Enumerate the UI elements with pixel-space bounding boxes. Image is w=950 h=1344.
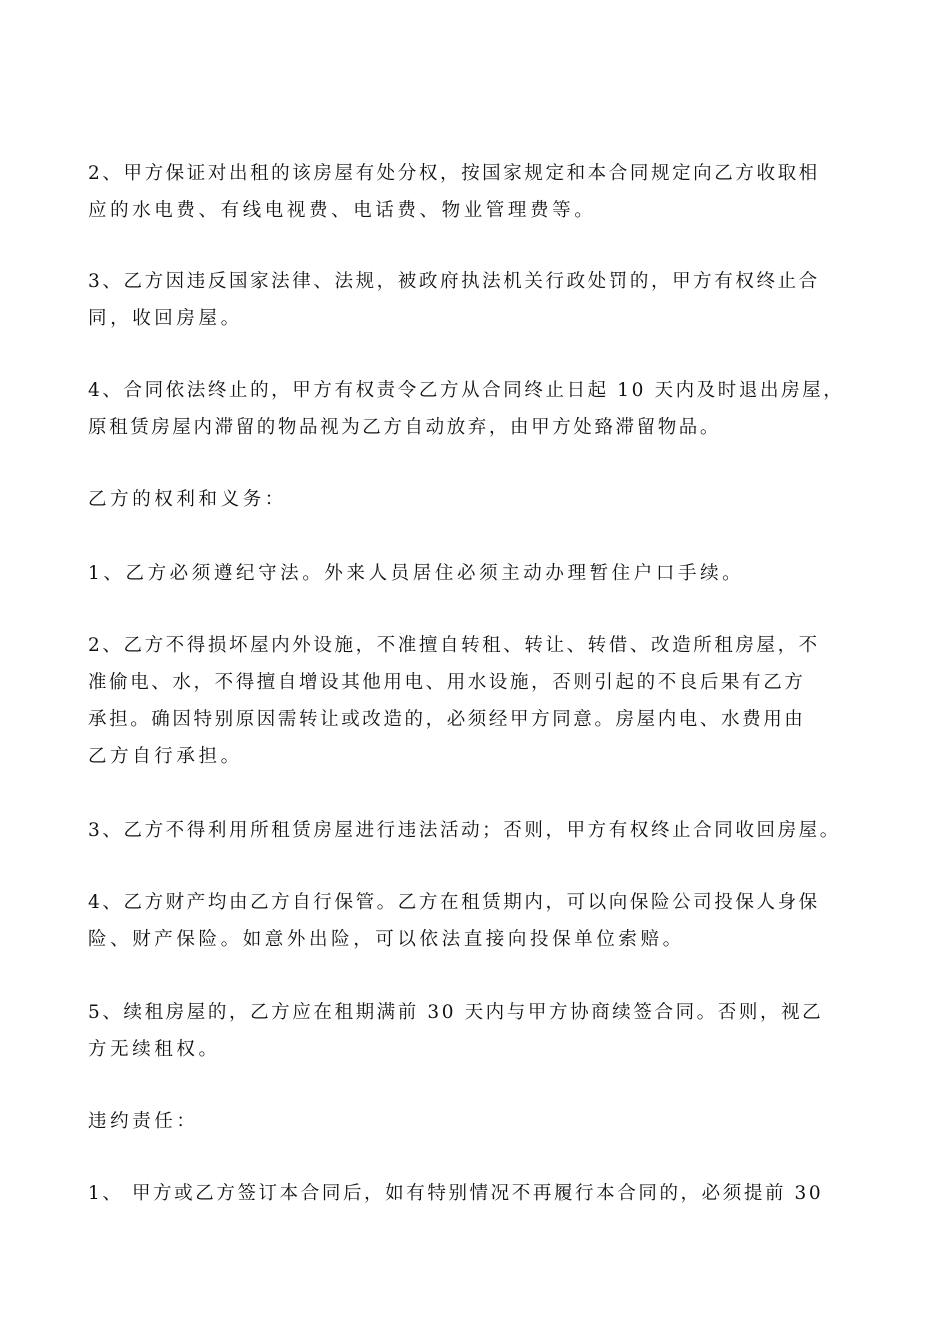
text-line: 2、甲方保证对出租的该房屋有处分权，按国家规定和本合同规定向乙方收取相 — [88, 163, 820, 184]
tenant-clause-3 — [88, 812, 863, 849]
text-line: 乙方自行承担。 — [88, 746, 243, 767]
breach-liability-heading — [88, 1103, 863, 1140]
landlord-clause-3 — [88, 263, 863, 337]
text-line: 5、续租房屋的，乙方应在租期满前 30 天内与甲方协商续签合同。否则，视乙 — [88, 1002, 824, 1023]
text-line: 4、乙方财产均由乙方自行保管。乙方在租赁期内，可以向保险公司投保人身保 — [88, 892, 820, 913]
text-line: 1、乙方必须遵纪守法。外来人员居住必须主动办理暂住户口手续。 — [88, 563, 745, 584]
text-line: 1、 甲方或乙方签订本合同后，如有特别情况不再履行本合同的，必须提前 30 — [88, 1183, 824, 1204]
text-line: 同，收回房屋。 — [88, 308, 243, 329]
text-line: 险、财产保险。如意外出险，可以依法直接向投保单位索赔。 — [88, 929, 685, 950]
text-line: 应的水电费、有线电视费、电话费、物业管理费等。 — [88, 200, 597, 221]
tenant-clause-2 — [88, 627, 863, 775]
landlord-clause-2 — [88, 155, 863, 229]
landlord-clause-4 — [88, 372, 863, 446]
text-line: 3、乙方因违反国家法律、法规，被政府执法机关行政处罚的，甲方有权终止合 — [88, 271, 820, 292]
text-line: 准偷电、水，不得擅自增设其他用电、用水设施，否则引起的不良后果有乙方 — [88, 672, 806, 693]
text-line: 原租赁房屋内滞留的物品视为乙方自动放弃，由甲方处臵滞留物品。 — [88, 417, 722, 438]
tenant-clause-1 — [88, 555, 863, 592]
tenant-clause-4 — [88, 884, 863, 958]
text-line: 2、乙方不得损坏屋内外设施，不准擅自转租、转让、转借、改造所租房屋，不 — [88, 635, 820, 656]
tenant-clause-5 — [88, 994, 863, 1068]
section-heading: 乙方的权利和义务： — [88, 489, 287, 510]
breach-clause-1 — [88, 1175, 863, 1212]
text-line: 方无续租权。 — [88, 1039, 221, 1060]
text-line: 4、合同依法终止的，甲方有权责令乙方从合同终止日起 10 天内及时退出房屋， — [88, 380, 845, 401]
text-line: 承担。确因特别原因需转让或改造的，必须经甲方同意。房屋内电、水费用由 — [88, 709, 806, 730]
tenant-rights-heading — [88, 481, 863, 518]
section-heading: 违约责任： — [88, 1111, 199, 1132]
text-line: 3、乙方不得利用所租赁房屋进行违法活动；否则，甲方有权终止合同收回房屋。 — [88, 820, 841, 841]
